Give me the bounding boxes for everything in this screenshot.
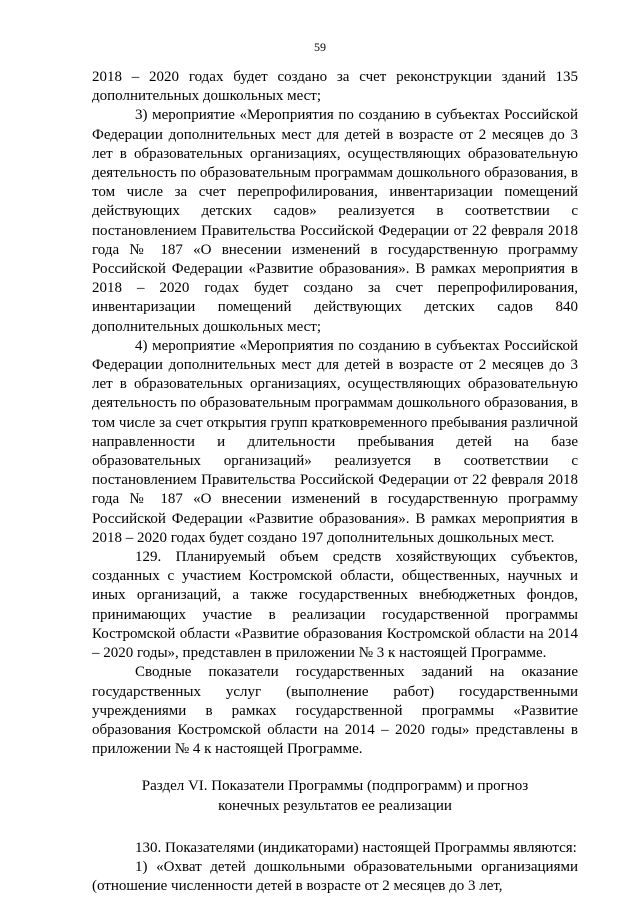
- paragraph-130: 130. Показателями (индикаторами) настоящей Программы являются:: [135, 839, 577, 856]
- paragraph-129: 129. Планируемый объем средств хозяйствующих субъектов, созданных с участием Костромской области, общественных, научных и иных организаций, а также государственных внебюджетных фондов, принимающих участие в реализации государственной программы Костромской области «Развитие образования Костромской области на 2014 – 2020 годы», представлен в приложении № 3 к настоящей Программе.: [92, 549, 578, 662]
- paragraph-item-4: 4) мероприятие «Мероприятия по созданию в субъектах Российской Федерации дополнительных мест для детей в возрасте от 2 месяцев до 3 лет в образовательных организациях, осуществляющих образовательную деятельность по образовательным программам дошкольного образования, в том числе за счет открытия групп кратковременного пребывания различной направленности и длительности пребывания детей на базе образовательных организаций» реализуется в соответствии с постановлением Правительства Российской Федерации от 22 февраля 2018 года № 187 «О внесении изменений в государственную программу Российской Федерации «Развитие образования». В рамках мероприятия в 2018 – 2020 годах будет создано 197 дополнительных дошкольных мест.: [92, 337, 578, 546]
- paragraph-item-3: 3) мероприятие «Мероприятия по созданию в субъектах Российской Федерации дополнительных мест для детей в возрасте от 2 месяцев до 3 лет в образовательных организациях, осуществляющих образовательную деятельность по образовательным программам дошкольного образования, в том числе за счет перепрофилирования, инвентаризации помещений действующих детских садов» реализуется в соответствии с постановлением Правительства Российской Федерации от 22 февраля 2018 года № 187 «О внесении изменений в государственную программу Российской Федерации «Развитие образования». В рамках мероприятия в 2018 – 2020 годах будет создано за счет перепрофилирования, инвентаризации помещений действующих детских садов 840 дополнительных дошкольных мест;: [92, 107, 578, 335]
- section-heading-line-1: Раздел VI. Показатели Программы (подпрограмм) и прогноз: [141, 778, 529, 795]
- paragraph-indicator-1: 1) «Охват детей дошкольными образовательными организациями (отношение численности детей в возрасте от 2 месяцев до 3 лет,: [92, 858, 578, 895]
- page-number: 59: [314, 40, 326, 54]
- document-body: [92, 68, 578, 896]
- section-heading-line-2: конечных результатов ее реализации: [218, 797, 452, 814]
- paragraph-summary-indicators: Сводные показатели государственных заданий на оказание государственных услуг (выполнение работ) государственными учреждениями в рамках государственной программы «Развитие образования Костромской области на 2014 – 2020 годы» представлены в приложении № 4 к настоящей Программе.: [92, 664, 578, 758]
- section-heading: [92, 777, 578, 815]
- paragraph-continuation: 2018 – 2020 годах будет создано за счет реконструкции зданий 135 дополнительных дошкольных мест;: [92, 69, 578, 105]
